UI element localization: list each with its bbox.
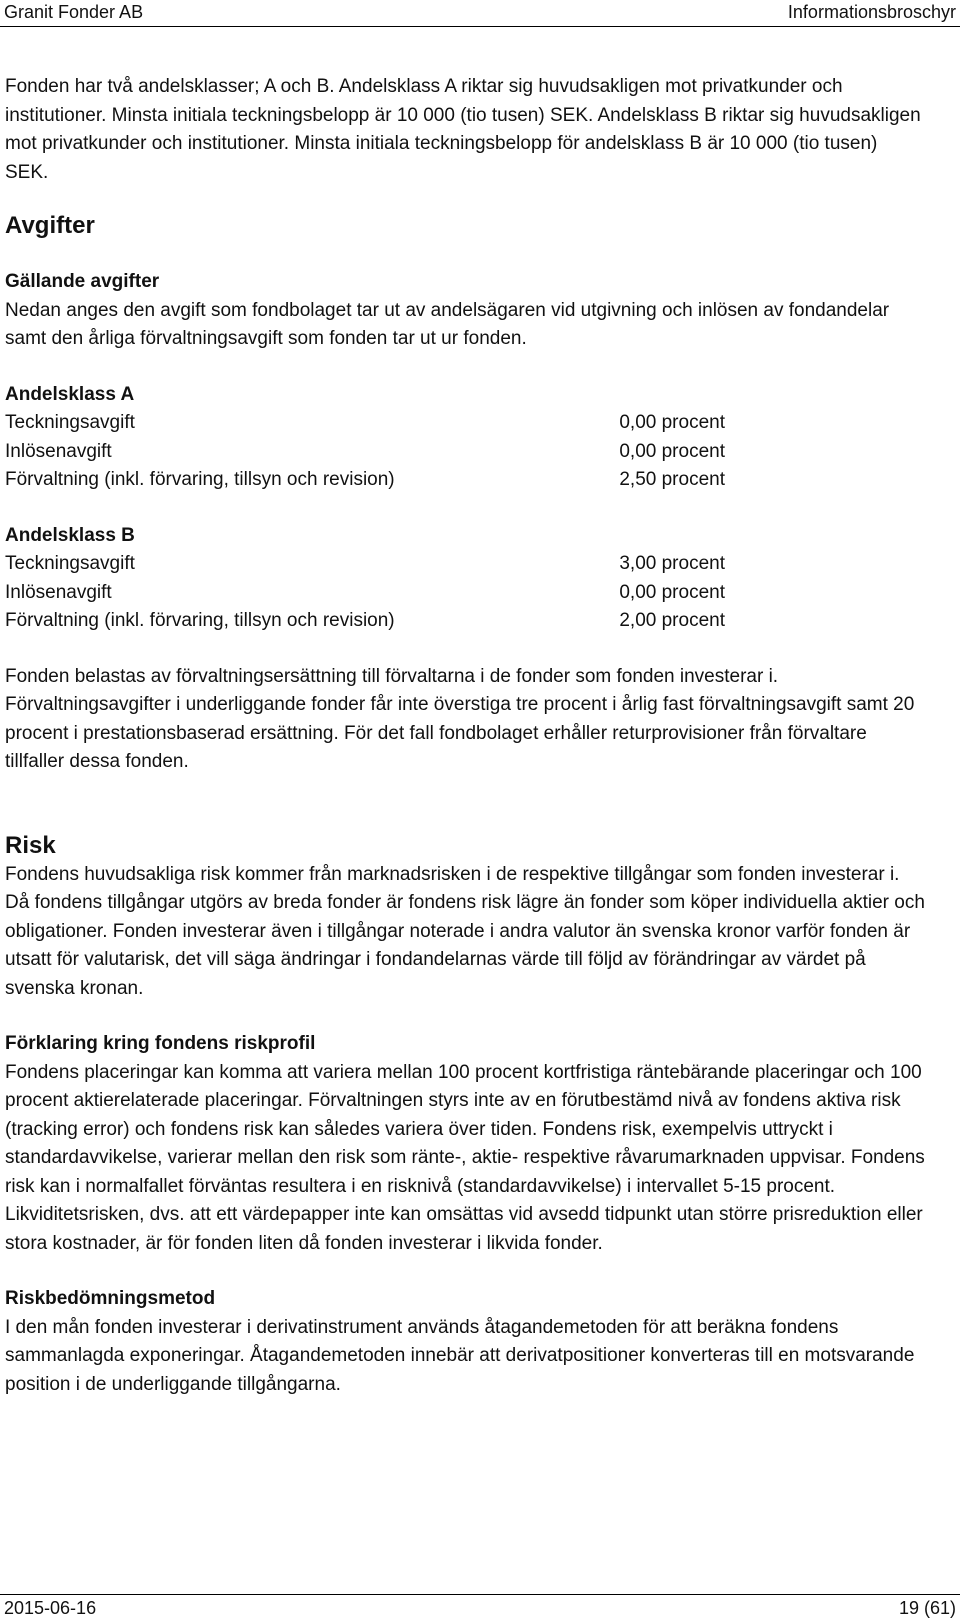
riskprofil-heading: Förklaring kring fondens riskprofil xyxy=(5,1033,316,1054)
fee-row xyxy=(5,607,925,636)
fee-label: Inlösenavgift xyxy=(5,440,112,462)
fee-row xyxy=(5,438,925,467)
page-header xyxy=(0,0,960,27)
fee-class-a xyxy=(5,381,925,495)
fee-row xyxy=(5,466,925,495)
fee-value: 0,00 procent xyxy=(619,440,725,462)
fee-label: Teckningsavgift xyxy=(5,553,135,574)
fee-row xyxy=(5,409,925,438)
fee-value: 2,50 procent xyxy=(619,469,725,490)
fee-label: Inlösenavgift xyxy=(5,581,112,603)
fee-value: 0,00 procent xyxy=(619,412,725,433)
fee-class-title: Andelsklass B xyxy=(5,524,135,546)
risk-heading: Risk xyxy=(5,831,56,859)
avgifter-intro-paragraph: Nedan anges den avgift som fondbolaget tar ut av andelsägaren vid utgivning och inlösen av fondandelar samt den årliga förvaltningsavgift som fonden tar ut ur fonden. xyxy=(5,299,890,349)
company-name: Granit Fonder AB xyxy=(4,2,144,22)
riskbedomningsmetod-heading: Riskbedömningsmetod xyxy=(5,1288,216,1309)
fee-row xyxy=(5,550,925,579)
footer-date: 2015-06-16 xyxy=(4,1598,97,1618)
fee-label: Förvaltning (inkl. förvaring, tillsyn och revision) xyxy=(5,610,395,631)
fee-class-b xyxy=(5,522,925,636)
fee-value: 2,00 procent xyxy=(619,610,725,631)
riskbedomningsmetod-paragraph: I den mån fonden investerar i derivatinstrument används åtagandemetoden för att beräkna fondens sammanlagda exponeringar. Åtagandemetoden innebär att derivatpositioner konverteras till en motsvarande position i de underliggande tillgångarna. xyxy=(5,1316,915,1395)
gallande-avgifter-heading: Gällande avgifter xyxy=(5,271,160,292)
document-body xyxy=(5,73,925,1399)
page-number: 19 (61) xyxy=(898,1598,956,1618)
fee-label: Teckningsavgift xyxy=(5,412,135,433)
page-footer xyxy=(0,1594,960,1622)
fee-value: 0,00 procent xyxy=(619,581,725,603)
fee-value: 3,00 procent xyxy=(619,553,725,574)
fee-row xyxy=(5,579,925,608)
avgifter-after-paragraph: Fonden belastas av förvaltningsersättning till förvaltarna i de fonder som fonden investerar i. Förvaltningsavgifter i underliggande fonder får inte överstiga tre procent i årlig fast förvaltningsavgift samt 20 procent i prestationsbaserad ersättning. För det fall fondbolaget erhåller returprovisioner från förvaltare tillfaller dessa fonden. xyxy=(5,665,915,772)
risk-paragraph: Fondens huvudsakliga risk kommer från marknadsrisken i de respektive tillgångar som fonden investerar i. Då fondens tillgångar utgörs av breda fonder är fondens risk lägre än fonder som köper individuella aktier och obligationer. Fonden investerar även i tillgångar noterade i andra valutor än svenska kronor varför fonden är utsatt för valutarisk, det vill säga ändringar i fondandelarnas värde till följd av förändringar av värdet på svenska kronan. xyxy=(5,863,925,999)
document-type: Informationsbroschyr xyxy=(787,2,956,22)
intro-paragraph: Fonden har två andelsklasser; A och B. Andelsklass A riktar sig huvudsakligen mot privatkunder och institutioner. Minsta initiala teckningsbelopp är 10 000 (tio tusen) SEK. Andelsklass B riktar sig huvudsakligen mot privatkunder och institutioner. Minsta initiala teckningsbelopp för andelsklass B är 10 000 (tio tusen) SEK. xyxy=(5,76,921,183)
fee-label: Förvaltning (inkl. förvaring, tillsyn och revision) xyxy=(5,469,395,490)
fee-class-title: Andelsklass A xyxy=(5,383,135,405)
avgifter-heading: Avgifter xyxy=(5,212,95,239)
riskprofil-paragraph: Fondens placeringar kan komma att variera mellan 100 procent kortfristiga räntebärande placeringar och 100 procent aktierelaterade placeringar. Förvaltningen styrs inte av en förutbestämd nivå av fondens aktiva risk (tracking error) och fondens risk kan således variera över tiden. Fondens risk, exempelvis uttryckt i standardavvikelse, varierar mellan den risk som ränte-, aktie- respektive råvarumarknaden uppvisar. Fondens risk kan i normalfallet förväntas resultera i en risknivå (standardavvikelse) i intervallet 5-15 procent. Likviditetsrisken, dvs. att ett värdepapper inte kan omsättas vid avsedd tidpunkt utan större prisreduktion eller stora kostnader, är för fonden liten då fonden investerar i likvida fonder. xyxy=(5,1061,925,1254)
